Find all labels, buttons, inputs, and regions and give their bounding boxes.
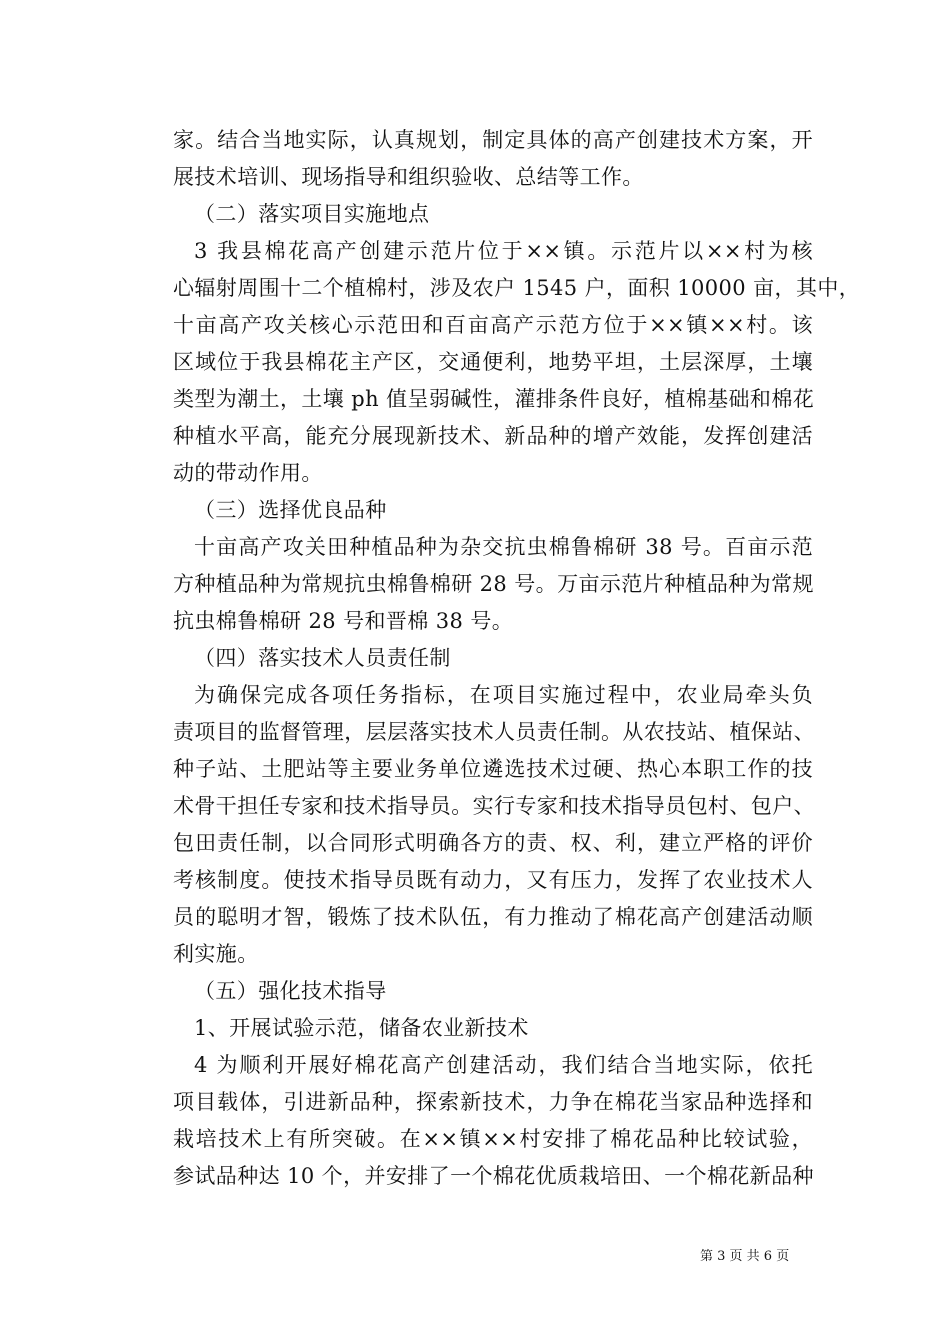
text-line: 3 我县棉花高产创建示范片位于××镇。示范片以××村为核 (194, 239, 813, 263)
text-line: 种植水平高，能充分展现新技术、新品种的增产效能，发挥创建活 (173, 424, 813, 448)
text-line: 展技术培训、现场指导和组织验收、总结等工作。 (173, 165, 644, 189)
text-line: 十亩高产攻关田种植品种为杂交抗虫棉鲁棉研 38 号。百亩示范 (194, 535, 813, 559)
text-line: 栽培技术上有所突破。在××镇××村安排了棉花品种比较试验， (173, 1127, 813, 1151)
text-line: 种子站、土肥站等主要业务单位遴选技术过硬、热心本职工作的技 (173, 757, 813, 781)
section-heading: （三）选择优良品种 (194, 498, 387, 522)
text-line: 十亩高产攻关核心示范田和百亩高产示范方位于××镇××村。该 (173, 313, 813, 337)
text-line: 动的带动作用。 (173, 461, 323, 485)
section-heading: （五）强化技术指导 (194, 979, 387, 1003)
text-line: 类型为潮土，土壤 ph 值呈弱碱性，灌排条件良好，植棉基础和棉花 (173, 387, 815, 411)
text-line: 参试品种达 10 个，并安排了一个棉花优质栽培田、一个棉花新品种 (173, 1164, 814, 1188)
text-line: 4 为顺利开展好棉花高产创建活动，我们结合当地实际，依托 (194, 1053, 813, 1077)
text-line: 责项目的监督管理，层层落实技术人员责任制。从农技站、植保站、 (173, 720, 815, 744)
text-line: 为确保完成各项任务指标，在项目实施过程中，农业局牵头负 (194, 683, 813, 707)
section-heading: （四）落实技术人员责任制 (194, 646, 451, 670)
page-indicator: 第 3 页 共 6 页 (700, 1249, 790, 1264)
text-line: 考核制度。使技术指导员既有动力，又有压力，发挥了农业技术人 (173, 868, 813, 892)
text-line: 心辐射周围十二个植棉村，涉及农户 1545 户，面积 10000 亩，其中， (173, 276, 861, 300)
text-line: 家。结合当地实际，认真规划，制定具体的高产创建技术方案，开 (173, 128, 813, 152)
text-line: 利实施。 (173, 942, 259, 966)
section-heading: （二）落实项目实施地点 (194, 202, 430, 226)
subsection-heading: 1、开展试验示范，储备农业新技术 (194, 1016, 529, 1040)
text-line: 项目载体，引进新品种，探索新技术，力争在棉花当家品种选择和 (173, 1090, 813, 1114)
text-line: 抗虫棉鲁棉研 28 号和晋棉 38 号。 (173, 609, 514, 633)
text-line: 区域位于我县棉花主产区，交通便利，地势平坦，土层深厚，土壤 (173, 350, 813, 374)
text-line: 员的聪明才智，锻炼了技术队伍，有力推动了棉花高产创建活动顺 (173, 905, 813, 929)
text-line: 术骨干担任专家和技术指导员。实行专家和技术指导员包村、包户、 (173, 794, 815, 818)
text-line: 方种植品种为常规抗虫棉鲁棉研 28 号。万亩示范片种植品种为常规 (173, 572, 814, 596)
text-line: 包田责任制，以合同形式明确各方的责、权、利，建立严格的评价 (173, 831, 813, 855)
